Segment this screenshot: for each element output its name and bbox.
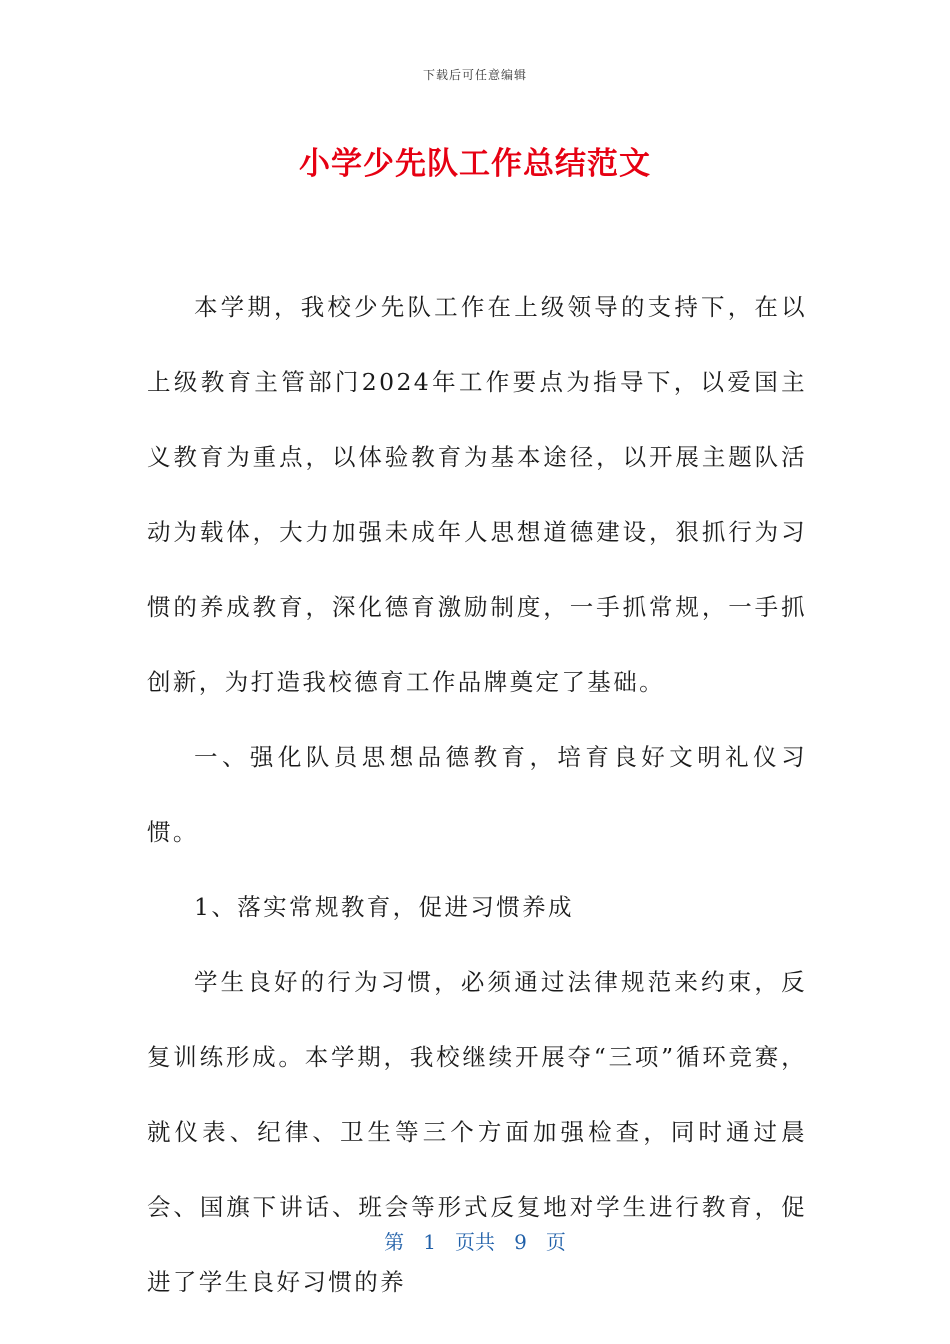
page-middle: 页共: [455, 1230, 495, 1254]
paragraph-section-heading: 一、强化队员思想品德教育，培育良好文明礼仪习惯。: [147, 743, 807, 846]
header-note: 下载后可任意编辑: [422, 68, 527, 82]
page-suffix: 页: [545, 1230, 566, 1254]
page-prefix: 第: [384, 1230, 405, 1254]
paragraph-body: 学生良好的行为习惯，必须通过法律规范来约束，反复训练形成。本学期，我校继续开展夺“三项”循环竞赛，就仪表、纪律、卫生等三个方面加强检查，同时通过晨会、国旗下讲话、班会等形式反复地对学生进行教育，促进了学生良好习惯的养: [147, 968, 807, 1296]
total-pages-number: 9: [514, 1230, 527, 1254]
document-title: 小学少先队工作总结范文: [299, 146, 651, 182]
current-page-number: 1: [423, 1230, 436, 1254]
paragraph-intro: 本学期，我校少先队工作在上级领导的支持下，在以上级教育主管部门2024年工作要点为指导下，以爱国主义教育为重点，以体验教育为基本途径，以开展主题队活动为载体，大力加强未成年人思想道德建设，狠抓行为习惯的养成教育，深化德育激励制度，一手抓常规，一手抓创新，为打造我校德育工作品牌奠定了基础。: [147, 293, 807, 696]
document-body: [147, 270, 807, 1320]
paragraph-subheading: 1、落实常规教育，促进习惯养成: [194, 893, 574, 921]
page-footer: [0, 1226, 950, 1255]
